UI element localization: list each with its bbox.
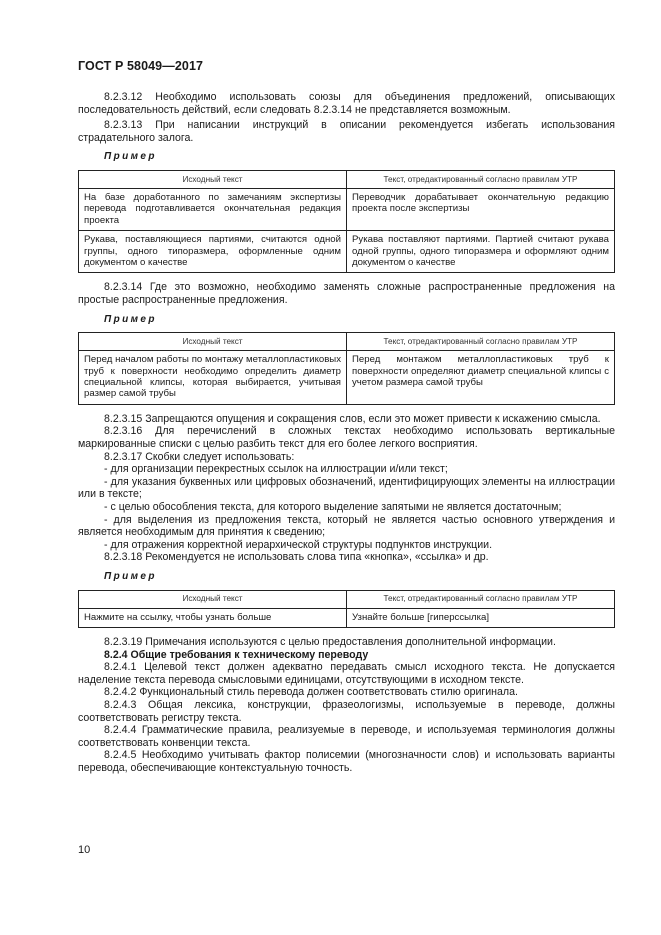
list-item: - с целью обособления текста, для которого выделение запятыми не является достаточным; — [104, 500, 562, 513]
example-label: Пример — [104, 570, 157, 582]
table-header-row — [79, 590, 615, 608]
document-body — [78, 91, 615, 774]
header-edited-text: Текст, отредактированный согласно правилам УТР — [347, 590, 615, 608]
table-row — [79, 608, 615, 627]
example-table-2 — [78, 332, 615, 405]
paragraph-8-2-3-18: 8.2.3.18 Рекомендуется не использовать слова типа «кнопка», «ссылка» и др. — [104, 551, 489, 564]
table-header-row — [79, 333, 615, 351]
header-source-text: Исходный текст — [79, 333, 347, 351]
paragraph-8-2-3-15: 8.2.3.15 Запрещаются опущения и сокращения слов, если это может привести к искажению смысла. — [104, 412, 601, 425]
header-source-text: Исходный текст — [79, 170, 347, 188]
list-item: - для отражения корректной иерархической структуры подпунктов инструкции. — [104, 538, 493, 551]
page-number: 10 — [78, 844, 91, 856]
example-label: Пример — [104, 313, 157, 325]
paragraph-8-2-4-4: 8.2.4.4 Грамматические правила, реализуемые в переводе, и используемая терминология должны соответствовать конвенции текста. — [78, 724, 615, 749]
paragraph-8-2-3-13: 8.2.3.13 При написании инструкций в описании рекомендуется избегать использования страдательного залога. — [78, 119, 615, 144]
edited-cell: Переводчик дорабатывает окончательную редакцию проекта после экспертизы — [347, 188, 615, 230]
example-table-3 — [78, 590, 615, 628]
edited-cell: Узнайте больше [гиперссылка] — [347, 608, 615, 627]
section-heading-8-2-4: 8.2.4 Общие требования к техническому переводу — [104, 648, 369, 661]
table-row — [79, 231, 615, 273]
paragraph-8-2-3-16: 8.2.3.16 Для перечислений в сложных текстах необходимо использовать вертикальные маркированные списки с целью разбить текст для его более легкого восприятия. — [78, 425, 615, 450]
paragraph-8-2-3-12: 8.2.3.12 Необходимо использовать союзы для объединения предложений, описывающих последовательность действий, если следовать 8.2.3.14 не представляется возможным. — [78, 91, 615, 116]
paragraph-8-2-3-17: 8.2.3.17 Скобки следует использовать: — [104, 450, 295, 463]
paragraph-8-2-4-5: 8.2.4.5 Необходимо учитывать фактор полисемии (многозначности слов) и использовать варианты перевода, обеспечивающие контекстуальную точность. — [78, 749, 615, 774]
edited-cell: Рукава поставляют партиями. Партией считают рукава одной группы, одного типоразмера и оформляют одним документом о качестве — [347, 231, 615, 273]
header-edited-text: Текст, отредактированный согласно правилам УТР — [347, 333, 615, 351]
edited-cell: Перед монтажом металлопластиковых труб к поверхности определяют диаметр специальной клипсы с учетом размера самой трубы — [347, 351, 615, 405]
example-label: Пример — [104, 151, 157, 163]
list-item: - для указания буквенных или цифровых обозначений, идентифицирующих элементы на иллюстрации или в тексте; — [78, 475, 615, 501]
paragraph-8-2-3-14: 8.2.3.14 Где это возможно, необходимо заменять сложные распространенные предложения на простые распространенные предложения. — [78, 281, 615, 306]
standard-header: ГОСТ Р 58049—2017 — [78, 59, 204, 73]
paragraph-8-2-3-19: 8.2.3.19 Примечания используются с целью предоставления дополнительной информации. — [104, 635, 556, 648]
source-cell: Перед началом работы по монтажу металлопластиковых труб к поверхности необходимо определить диаметр специальной клипсы, которая выбирается, учитывая размер самой трубы — [79, 351, 347, 405]
header-source-text: Исходный текст — [79, 590, 347, 608]
table-row — [79, 188, 615, 230]
list-item: - для организации перекрестных ссылок на иллюстрации и/или текст; — [104, 463, 448, 476]
paragraph-8-2-4-2: 8.2.4.2 Функциональный стиль перевода должен соответствовать стилю оригинала. — [104, 686, 518, 699]
source-cell: На базе доработанного по замечаниям экспертизы перевода подготавливается окончательная редакция проекта — [79, 188, 347, 230]
example-table-1 — [78, 170, 615, 273]
header-edited-text: Текст, отредактированный согласно правилам УТР — [347, 170, 615, 188]
paragraph-8-2-4-1: 8.2.4.1 Целевой текст должен адекватно передавать смысл исходного текста. Не допускается наделение текста перевода смысловыми единицами, отсутствующими в исходном тексте. — [78, 661, 615, 686]
source-cell: Нажмите на ссылку, чтобы узнать больше — [79, 608, 347, 627]
list-item: - для выделения из предложения текста, который не является частью основного утверждения и является необходимым для принятия к сведению; — [78, 513, 615, 539]
table-header-row — [79, 170, 615, 188]
paragraph-8-2-4-3: 8.2.4.3 Общая лексика, конструкции, фразеологизмы, используемые в переводе, должны соответствовать регистру текста. — [78, 698, 615, 724]
table-row — [79, 351, 615, 405]
source-cell: Рукава, поставляющиеся партиями, считаются одной группы, одного типоразмера, оформленные одним документом о качестве — [79, 231, 347, 273]
